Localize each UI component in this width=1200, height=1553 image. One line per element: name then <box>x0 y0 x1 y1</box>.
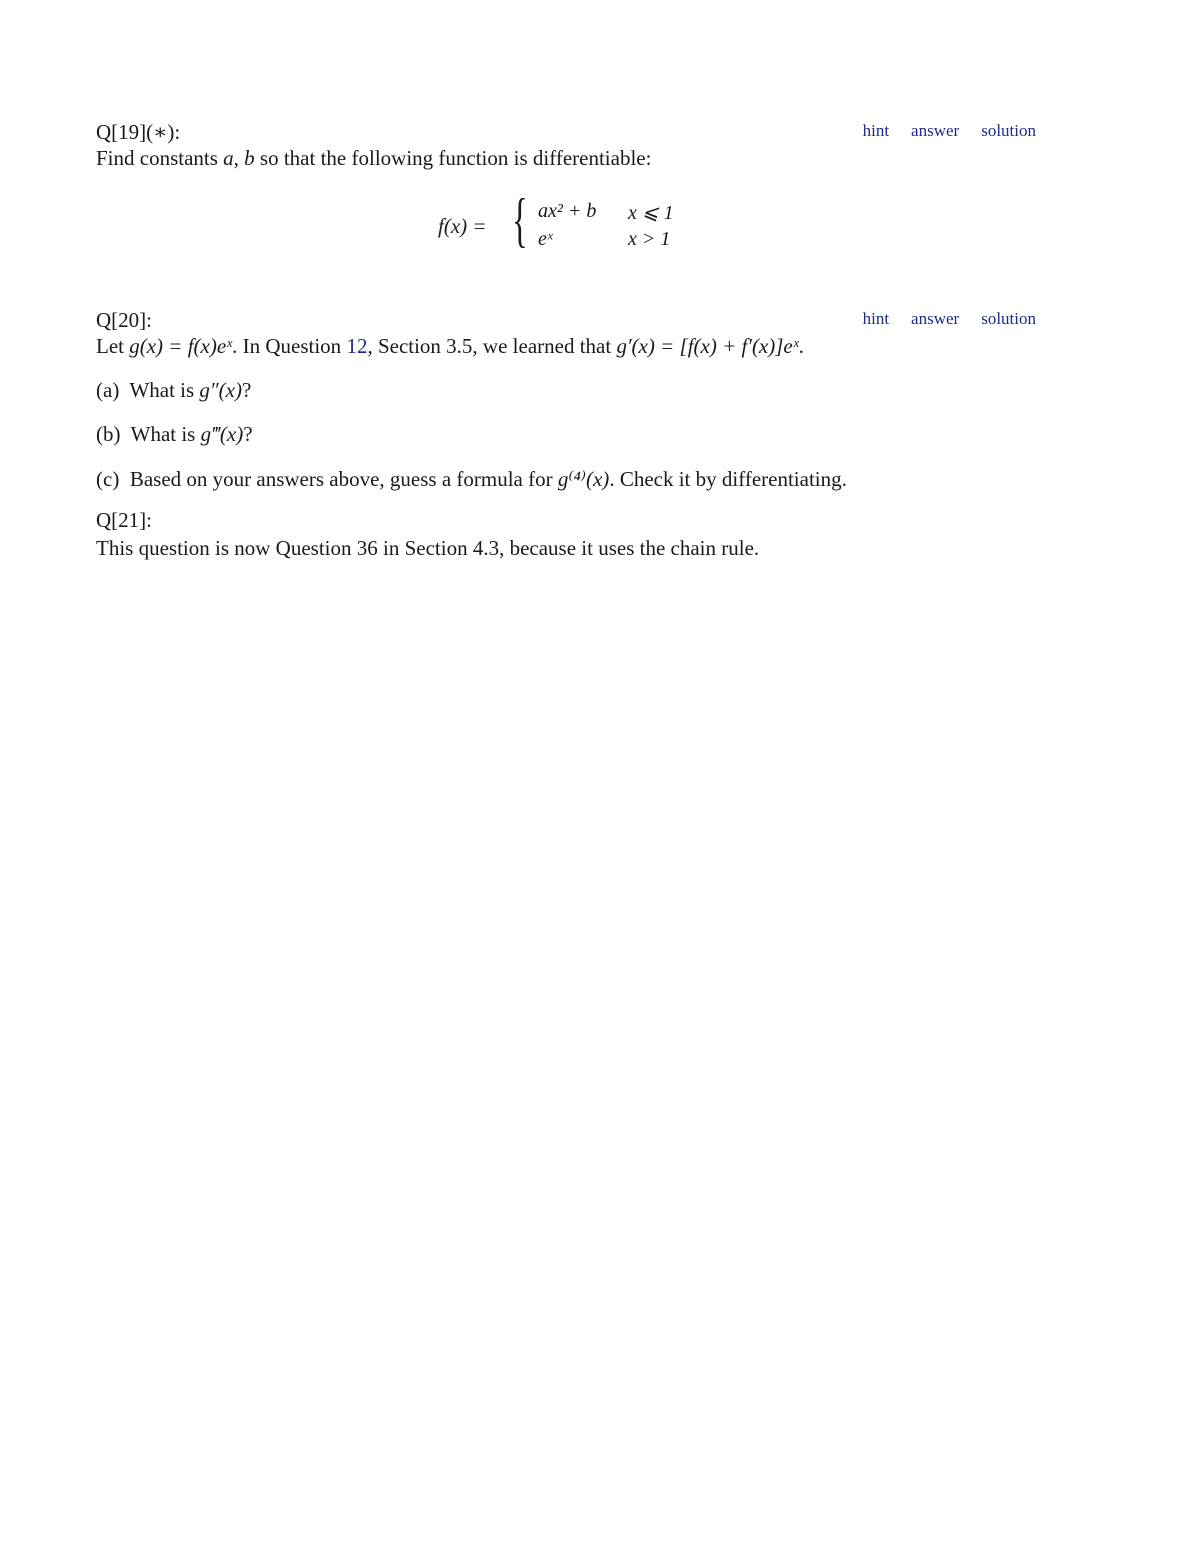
q20-intro-1: Let <box>96 334 130 358</box>
case2-expression: eˣ <box>538 228 553 250</box>
q20-intro <box>96 334 804 359</box>
q19-solution-link[interactable]: solution <box>981 121 1036 140</box>
q19-heading: Q[19](∗): <box>96 120 181 144</box>
case2-condition: x > 1 <box>628 228 671 250</box>
q20-intro-3: , Section 3.5, we learned that <box>367 334 617 358</box>
q20-links <box>863 309 1036 329</box>
part-c-label: (c) <box>96 467 120 491</box>
part-b-text-1: What is <box>130 422 201 446</box>
part-c-text-2: . Check it by differentiating. <box>609 467 847 491</box>
q20-intro-4: . <box>798 334 804 358</box>
q20-hint-link[interactable]: hint <box>862 309 890 328</box>
q19-var-a: a <box>223 146 234 170</box>
part-b-text-2: ? <box>243 422 253 446</box>
part-a-math: g″(x) <box>199 378 242 402</box>
q21-heading: Q[21]: <box>96 508 152 532</box>
q20-part-c <box>96 467 847 492</box>
part-a-text-2: ? <box>241 378 252 402</box>
q19-text-prefix: Find constants <box>96 146 224 170</box>
case1-expression: ax² + b <box>538 200 597 222</box>
question-12-link[interactable]: 12 <box>346 334 368 358</box>
equation-brace: { <box>512 187 528 253</box>
q20-solution-link[interactable]: solution <box>981 309 1036 328</box>
part-b-math: g‴(x) <box>200 422 244 446</box>
part-a-text-1: What is <box>129 378 200 402</box>
q20-heading: Q[20]: <box>96 308 152 332</box>
q20-part-a <box>96 378 251 403</box>
q19-var-b: b <box>244 146 255 170</box>
q20-g-prime: g′(x) = [f(x) + f′(x)]eˣ <box>616 334 799 358</box>
part-a-label: (a) <box>96 378 120 402</box>
q20-answer-link[interactable]: answer <box>911 309 960 328</box>
part-b-label: (b) <box>96 422 121 446</box>
q20-g-definition: g(x) = f(x)eˣ <box>129 334 233 358</box>
q21-text: This question is now Question 36 in Section 4.3, because it uses the chain rule. <box>96 536 760 560</box>
q19-comma: , <box>233 146 245 170</box>
part-c-math: g⁽⁴⁾(x) <box>557 467 610 491</box>
equation-lhs: f(x) = <box>438 214 487 238</box>
q19-links <box>863 121 1036 141</box>
q19-answer-link[interactable]: answer <box>911 121 960 140</box>
q19-hint-link[interactable]: hint <box>862 121 890 140</box>
q19-text-suffix: so that the following function is differentiable: <box>254 146 652 170</box>
q20-part-b <box>96 422 253 447</box>
piecewise-equation <box>438 187 698 260</box>
q19-text <box>96 146 651 171</box>
part-c-text-1: Based on your answers above, guess a formula for <box>129 467 558 491</box>
case1-condition: x ⩽ 1 <box>628 202 674 224</box>
q20-intro-2: . In Question <box>232 334 347 358</box>
